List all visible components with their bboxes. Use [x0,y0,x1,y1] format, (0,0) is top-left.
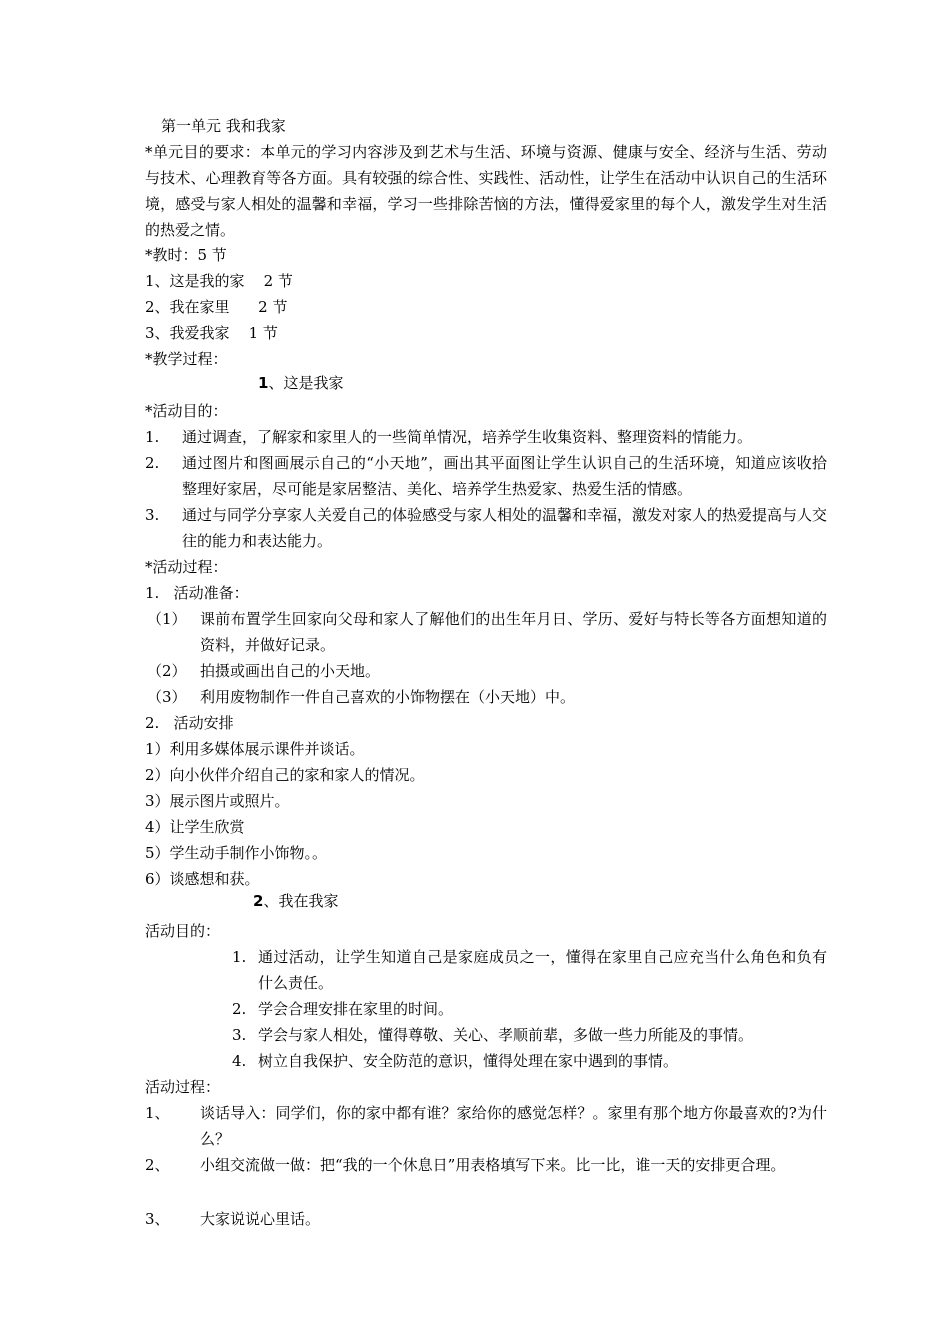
list-number: 2. [145,454,160,472]
arrangement-item: 5）学生动手制作小饰物。。 [145,844,328,862]
lesson2-number: 2 [253,892,264,910]
arrangement-label: 2. 活动安排 [145,714,234,732]
list-item: 通过活动，让学生知道自己是家庭成员之一，懂得在家里自己应充当什么角色和负有什么责任。 [258,948,827,992]
lesson2-proc-label: 活动过程： [145,1078,221,1096]
hours-label: *教时：5 节 [145,246,227,264]
hours-item: 2、我在家里 2 节 [145,298,288,316]
unit-objective: *单元目的要求：本单元的学习内容涉及到艺术与生活、环境与资源、健康与安全、经济与生活、劳动与技术、心理教育等各方面。具有较强的综合性、实践性、活动性，让学生在活动中认识自己的生活环境，感受与家人相处的温馨和幸福，学习一些排除苦恼的方法，懂得爱家里的每个人，激发学生对生活的热爱之情。 [145,143,827,239]
list-item: 学会与家人相处，懂得尊敬、关心、孝顺前辈，多做一些力所能及的事情。 [258,1026,754,1044]
lesson1-heading [258,370,343,396]
list-item: 谈话导入：同学们，你的家中都有谁？家给你的感觉怎样？。家里有那个地方你最喜欢的?为什么？ [200,1104,827,1148]
list-number: （1） [147,610,187,628]
list-item [182,450,827,502]
list-item: 学会合理安排在家里的时间。 [258,1000,454,1018]
list-number: 1、 [145,1104,170,1122]
list-item: 利用废物制作一件自己喜欢的小饰物摆在（小天地）中。 [200,688,576,706]
arrangement-item: 3）展示图片或照片。 [145,792,290,810]
list-number: 3. [145,506,160,524]
list-number: （3） [147,688,187,706]
list-number: （2） [147,662,187,680]
list-item: 树立自我保护、安全防范的意识，懂得处理在家中遇到的事情。 [258,1052,679,1070]
list-number: 2、 [145,1156,170,1174]
list-item: 拍摄或画出自己的小天地。 [200,662,381,680]
lesson2-heading [253,888,338,914]
list-item: 课前布置学生回家向父母和家人了解他们的出生年月日、学历、爱好与特长等各方面想知道的资料，并做好记录。 [200,610,827,654]
lesson1-proc-label: *活动过程： [145,558,228,576]
list-number: 1. [145,428,160,446]
list-number: 2. [232,1000,247,1018]
list-item-text: 通过图片和图画展示自己的“小天地”，画出其平面图让学生认识自己的生活环境，知道应该收拾整理好家居，尽可能是家居整洁、美化、培养学生热爱家、热爱生活的情感。 [182,454,827,498]
hours-item: 3、我爱我家 1 节 [145,324,278,342]
list-item: 小组交流做一做：把“我的一个休息日”用表格填写下来。比一比，谁一天的安排更合理。 [200,1156,786,1174]
list-item: 通过与同学分享家人关爱自己的体验感受与家人相处的温馨和幸福，激发对家人的热爱提高与人交往的能力和表达能力。 [182,506,828,550]
arrangement-item: 2）向小伙伴介绍自己的家和家人的情况。 [145,766,425,784]
hours-item: 1、这是我的家 2 节 [145,272,293,290]
lesson1-goal-label: *活动目的： [145,402,228,420]
list-item: 大家说说心里话。 [200,1210,321,1228]
arrangement-item: 6）谈感想和获。 [145,870,260,888]
list-number: 3. [232,1026,247,1044]
lesson1-title: 、这是我家 [268,374,344,392]
list-number: 3、 [145,1210,170,1228]
list-item: 通过调查，了解家和家里人的一些简单情况，培养学生收集资料、整理资料的情能力。 [182,428,753,446]
process-label: *教学过程： [145,350,228,368]
list-number: 1. [232,948,247,966]
unit-title: 第一单元 我和我家 [161,117,286,135]
lesson1-number: 1 [258,374,269,392]
prep-label: 1. 活动准备： [145,584,249,602]
arrangement-item: 1）利用多媒体展示课件并谈话。 [145,740,365,758]
lesson2-goal-label: 活动目的： [145,922,221,940]
list-number: 4. [232,1052,247,1070]
arrangement-item: 4）让学生欣赏 [145,818,245,836]
lesson2-title: 、我在我家 [263,892,339,910]
